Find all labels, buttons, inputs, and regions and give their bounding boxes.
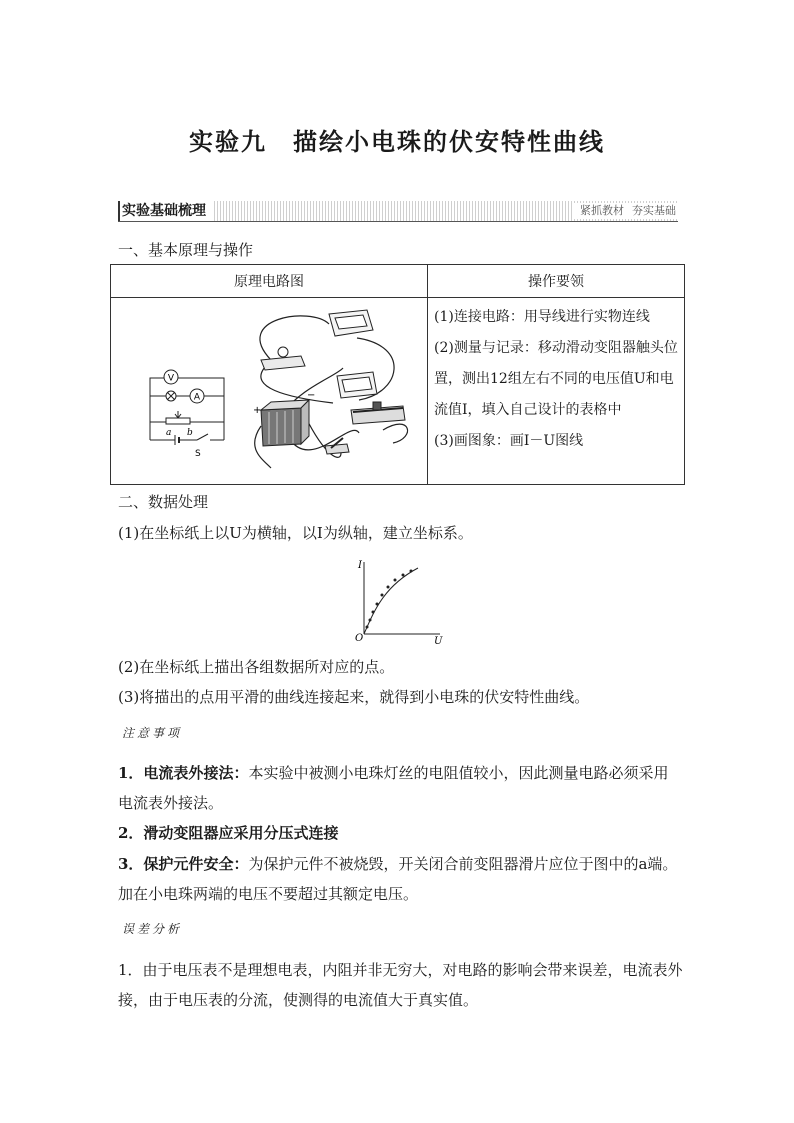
- table-header-operation: 操作要领: [428, 265, 685, 298]
- section-tag-2: 夯实基础: [632, 204, 676, 217]
- principle-table: [110, 264, 685, 485]
- error-heading: 误差分析: [122, 922, 183, 936]
- section-bar: [118, 201, 678, 222]
- data-step-2: (2)在坐标纸上描出各组数据所对应的点。: [118, 658, 395, 676]
- data-point: [381, 594, 384, 597]
- label-a: A: [193, 392, 201, 403]
- iu-curve-chart: [348, 556, 448, 644]
- data-points: [366, 570, 413, 629]
- battery-pack: [261, 408, 301, 446]
- minus-sign: −: [307, 390, 316, 401]
- heading-data: 二、数据处理: [118, 493, 209, 511]
- operation-cell: [428, 298, 685, 485]
- note-1-title: 1．电流表外接法：: [118, 764, 249, 782]
- apparatus-illustration: [255, 310, 408, 468]
- label-a-end: a: [166, 428, 172, 438]
- y-axis-label: I: [358, 560, 362, 571]
- section-tag-1: 紧抓教材: [580, 204, 624, 217]
- note-3: [118, 849, 683, 909]
- bulb: [278, 347, 288, 357]
- data-point: [376, 603, 379, 606]
- step-2: (2)测量与记录：移动滑动变阻器触头位置，测出12组左右不同的电压值U和电流值I，填入自己设计的表格中: [434, 340, 678, 418]
- table-header-circuit: 原理电路图: [111, 265, 428, 298]
- heading-principle: 一、基本原理与操作: [118, 241, 254, 259]
- note-2: [118, 818, 338, 848]
- title-part2: 描绘小电珠的伏安特性曲线: [293, 127, 605, 156]
- data-point: [366, 626, 369, 629]
- data-point: [372, 611, 375, 614]
- section-label: 实验基础梳理: [118, 201, 212, 221]
- data-step-3: (3)将描出的点用平滑的曲线连接起来，就得到小电珠的伏安特性曲线。: [118, 688, 590, 706]
- step-3: (3)画图象：画I－U图线: [434, 433, 584, 449]
- note-3-text: 为保护元件不被烧毁，开关闭合前变阻器滑片应位于图中的a端。加在小电珠两端的电压不要超过其额定电压。: [118, 855, 678, 903]
- rheostat-symbol: [166, 418, 190, 424]
- data-point: [369, 619, 372, 622]
- note-2-title: 2．滑动变阻器应采用分压式连接: [118, 824, 339, 842]
- title-part1: 实验九: [189, 127, 267, 156]
- data-point: [387, 586, 390, 589]
- lamp-board: [261, 356, 305, 370]
- note-1: [118, 758, 683, 818]
- note-3-title: 3．保护元件安全：: [118, 855, 249, 873]
- error-1: 1．由于电压表不是理想电表，内阻并非无穷大，对电路的影响会带来误差，电流表外接，由于电压表的分流，使测得的电流值大于真实值。: [118, 961, 683, 1009]
- origin-label: O: [355, 633, 364, 644]
- plus-sign: +: [253, 405, 262, 416]
- iu-curve: [364, 568, 418, 634]
- data-point: [402, 574, 405, 577]
- page-title: [0, 122, 794, 157]
- label-s: S: [195, 449, 201, 459]
- data-point: [410, 570, 413, 573]
- circuit-diagram: [111, 298, 427, 484]
- label-b-end: b: [187, 428, 193, 438]
- data-point: [394, 579, 397, 582]
- circuit-cell: [111, 298, 428, 485]
- x-axis-label: U: [434, 636, 443, 644]
- section-tags: [574, 203, 678, 219]
- step-1: (1)连接电路：用导线进行实物连线: [434, 309, 650, 325]
- switch-device: [325, 444, 349, 454]
- label-v: V: [167, 373, 175, 384]
- data-step-1: (1)在坐标纸上以U为横轴，以I为纵轴，建立坐标系。: [118, 524, 473, 542]
- note-1-text: 本实验中被测小电珠灯丝的电阻值较小，因此测量电路必须采用电流表外接法。: [118, 764, 669, 812]
- switch-symbol: [197, 434, 208, 440]
- notes-heading: 注意事项: [122, 726, 183, 740]
